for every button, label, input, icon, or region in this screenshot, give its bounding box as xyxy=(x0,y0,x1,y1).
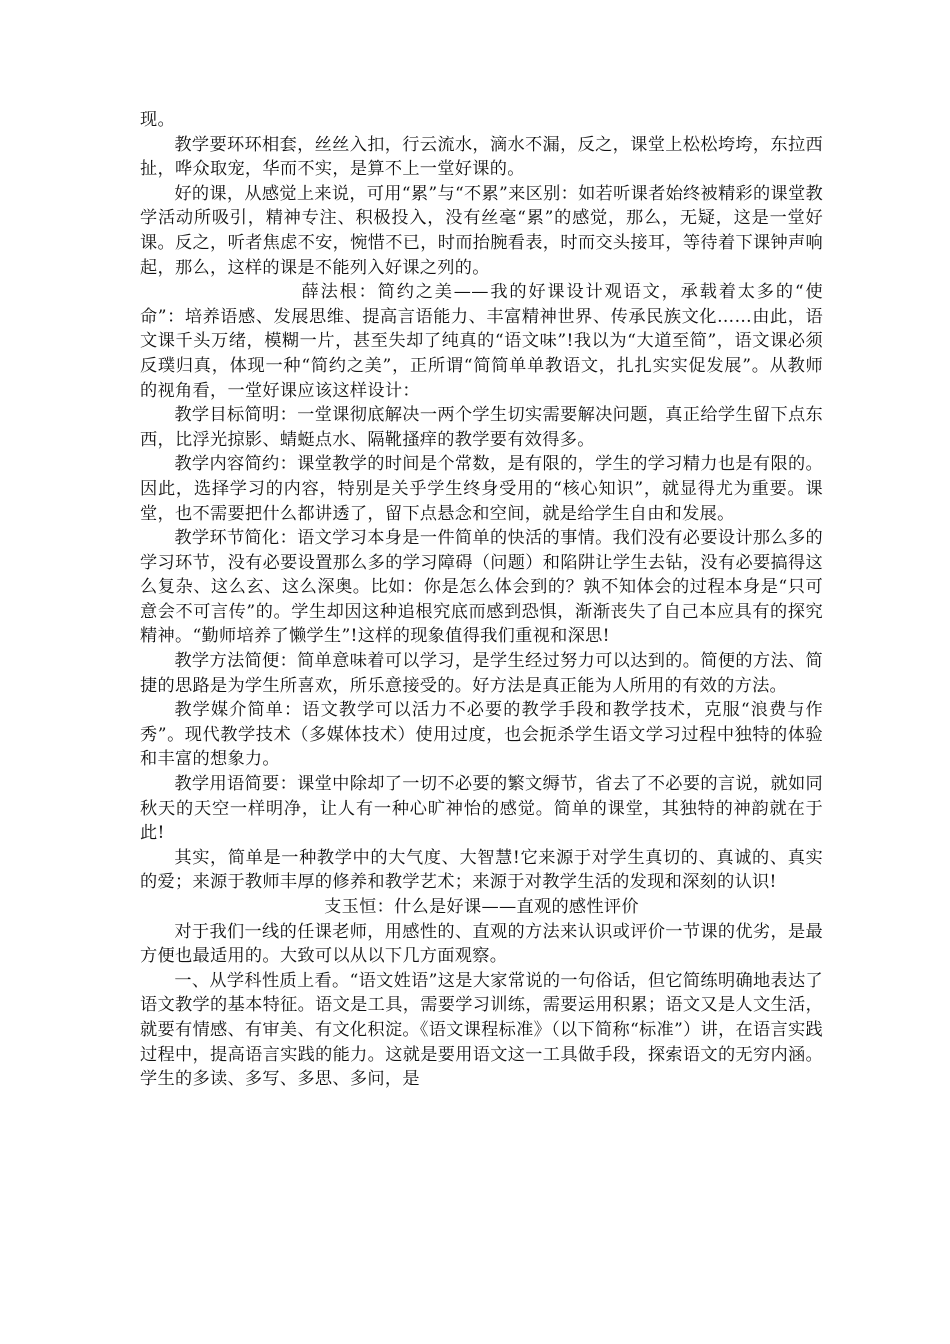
paragraph: 一、从学科性质上看。“语文姓语”这是大家常说的一句俗话，但它简练明确地表达了语文教学的基本特征。语文是工具，需要学习训练，需要运用积累；语文又是人文生活，就要有情感、有审美、有文化积淀。《语文课程标准》（以下简称“标准”）讲，在语言实践过程中，提高语言实践的能力。这就是要用语文这一工具做手段，探索语文的无穷内涵。学生的多读、多写、多思、多问，是 xyxy=(140,970,823,1090)
paragraph: 好的课，从感觉上来说，可用“累”与“不累”来区别：如若听课者始终被精彩的课堂教学活动所吸引，精神专注、积极投入，没有丝毫“累”的感觉，那么，无疑，这是一堂好课。反之，听者焦虑不安，惋惜不已，时而抬腕看表，时而交头接耳，等待着下课钟声响起，那么，这样的课是不能列入好课之列的。 xyxy=(140,183,823,278)
paragraph: 其实，简单是一种教学中的大气度、大智慧!它来源于对学生真切的、真诚的、真实的爱；来源于教师丰厚的修养和教学艺术；来源于对教学生活的发现和深刻的认识! xyxy=(140,847,823,893)
paragraph: 教学环节简化：语文学习本身是一件简单的快活的事情。我们没有必要设计那么多的学习环节，没有必要设置那么多的学习障碍（问题）和陷阱让学生去钻，没有必要搞得这么复杂、这么玄、这么深奥。比如：你是怎么体会到的？孰不知体会的过程本身是“只可意会不可言传”的。学生却因这种追根究底而感到恐惧，渐渐丧失了自己本应具有的探究精神。“勤师培养了懒学生”!这样的现象值得我们重视和深思! xyxy=(140,528,823,647)
paragraph: 教学方法简便：简单意味着可以学习，是学生经过努力可以达到的。简便的方法、简捷的思路是为学生所喜欢，所乐意接受的。好方法是真正能为人所用的有效的方法。 xyxy=(140,651,823,696)
paragraph: 教学目标简明：一堂课彻底解决一两个学生切实需要解决问题，真正给学生留下点东西，比浮光掠影、蜻蜓点水、隔靴搔痒的教学要有效得多。 xyxy=(140,405,823,450)
paragraph-continuation: 现。 xyxy=(140,110,175,130)
paragraph: 教学要环环相套，丝丝入扣，行云流水，滴水不漏，反之，课堂上松松垮垮，东拉西扯，哗众取宠，华而不实，是算不上一堂好课的。 xyxy=(140,134,823,180)
paragraph: 教学用语简要：课堂中除却了一切不必要的繁文缛节，省去了不必要的言说，就如同秋天的天空一样明净，让人有一种心旷神怡的感觉。简单的课堂，其独特的神韵就在于此! xyxy=(140,774,823,844)
paragraph: 教学内容简约：课堂教学的时间是个常数，是有限的，学生的学习精力也是有限的。因此，选择学习的内容，特别是关乎学生终身受用的“核心知识”，就显得尤为重要。课堂，也不需要把什么都讲透了，留下点悬念和空间，就是给学生自由和发展。 xyxy=(140,454,823,524)
document-page xyxy=(140,108,823,1092)
section-heading: 支玉恒：什么是好课——直观的感性评价 xyxy=(324,897,639,917)
section-heading-paragraph xyxy=(140,280,823,403)
heading-text: 薛法根：简约之美——我的好课设计观语文，承载着太多的“使命”：培养语感、发展思维、提高言语能力、丰富精神世界、传承民族文化……由此，语文课千头万绪，模糊一片，甚至失却了纯真的“语文味”!我以为“大道至简”，语文课必须反璞归真，体现一种“简约之美”，正所谓“简简单单教语文，扎扎实实促发展”。从教师的视角看，一堂好课应该这样设计： xyxy=(140,282,823,401)
paragraph: 教学媒介简单：语文教学可以活力不必要的教学手段和教学技术，克服“浪费与作秀”。现代教学技术（多媒体技术）使用过度，也会扼杀学生语文学习过程中独特的体验和丰富的想象力。 xyxy=(140,700,823,770)
paragraph: 对于我们一线的任课老师，用感性的、直观的方法来认识或评价一节课的优劣，是最方便也最适用的。大致可以从以下几方面观察。 xyxy=(140,921,823,967)
